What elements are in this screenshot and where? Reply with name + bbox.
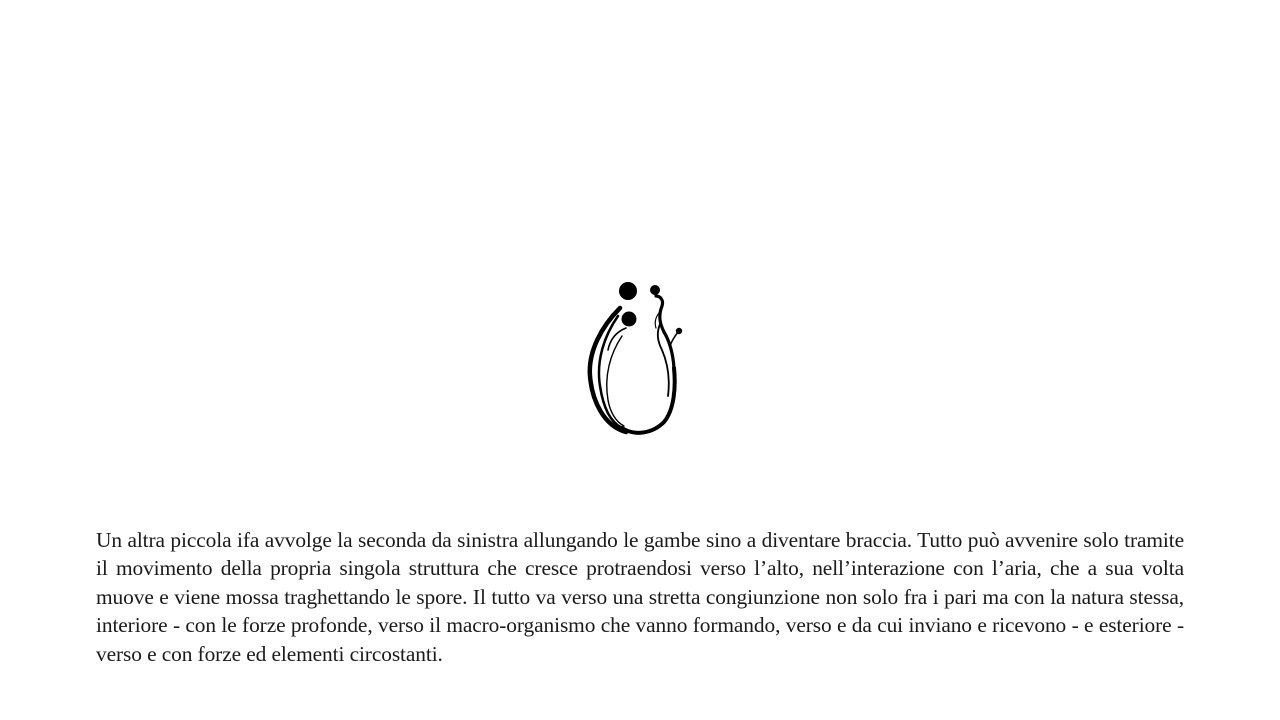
- caption-paragraph: Un altra piccola ifa avvolge la seconda da sinistra allungando le gambe sino a diventare braccia. Tutto può avvenire solo tramite il movimento della propria singola struttura che cresce protraendosi verso l’alto, nell’interazione con l’aria, che a sua volta muove e viene mossa traghettando le spore. Il tutto va verso una stretta congiunzione non solo fra i pari ma con la natura stessa, interiore - con le forze profonde, verso il macro-organismo che vanno formando, verso e da cui inviano e ricevono - e esteriore - verso e con forze ed elementi circostanti.: [96, 528, 1184, 666]
- hyphae-organism-icon: [582, 276, 692, 438]
- hypha-bottom: [622, 368, 675, 433]
- hyphae-drawing: [582, 276, 692, 438]
- hypha-thin-left: [607, 336, 624, 426]
- spore-large: [619, 282, 637, 300]
- spore-medium: [622, 312, 637, 327]
- spore-small: [650, 285, 660, 295]
- hypha-curl: [608, 328, 626, 350]
- hypha-right-branch: [670, 332, 678, 346]
